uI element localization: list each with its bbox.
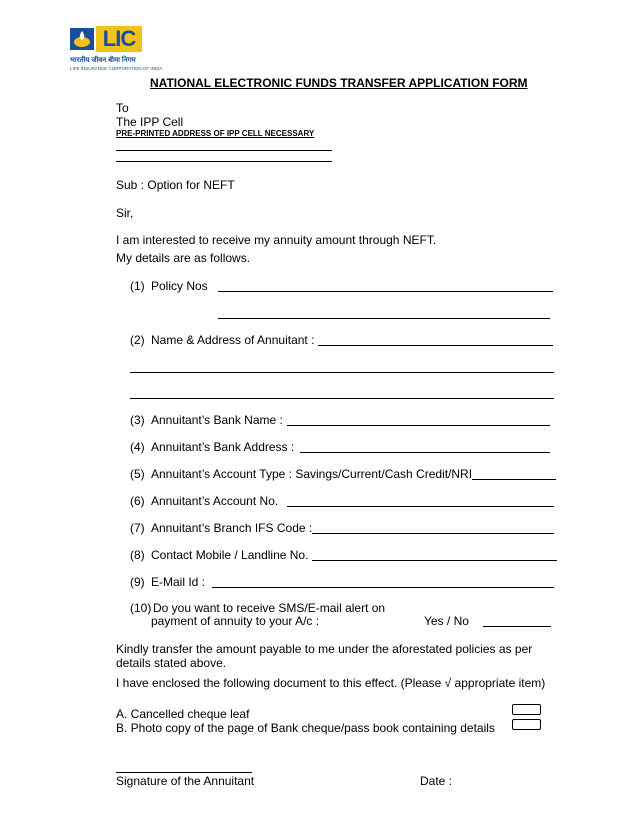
name-address-field-3[interactable] [130,398,554,399]
account-type-field[interactable] [472,479,556,480]
field-number: (5) [130,467,145,481]
signature-label: Signature of the Annuitant [116,774,255,788]
yes-no-options: Yes / No [424,614,469,628]
logo-english-name: LIFE INSURANCE CORPORATION OF INDIA [70,66,163,71]
field-number: (9) [130,575,145,589]
ifs-code-label: Annuitant’s Branch IFS Code : [151,521,313,535]
bank-name-label: Annuitant’s Bank Name : [151,413,283,427]
contact-label: Contact Mobile / Landline No. [151,548,309,562]
policy-nos-field[interactable] [218,291,553,292]
account-no-label: Annuitant’s Account No. [151,494,279,508]
field-number: (10) [130,601,152,615]
bank-name-field[interactable] [287,425,550,426]
field-number: (7) [130,521,145,535]
address-line-1[interactable] [116,150,332,151]
enclosed-line: I have enclosed the following document to this effect. (Please √ appropriate item) [116,676,546,690]
field-number: (2) [130,333,145,347]
email-label: E-Mail Id : [151,575,206,589]
lic-logo [70,26,163,78]
sms-alert-label: Do you want to receive SMS/E-mail alert on [153,601,386,615]
name-address-field-2[interactable] [130,372,554,373]
field-number: (6) [130,494,145,508]
bank-address-field[interactable] [300,452,550,453]
sms-alert-field[interactable] [483,626,551,627]
transfer-line-1: Kindly transfer the amount payable to me under the aforestated policies as per [116,642,533,656]
account-type-label: Annuitant’s Account Type : Savings/Current/Cash Credit/NRI [151,467,473,481]
bank-address-label: Annuitant’s Bank Address : [151,440,295,454]
document-option-a: A. Cancelled cheque leaf [116,707,250,721]
field-number: (3) [130,413,145,427]
address-note: PRE-PRINTED ADDRESS OF IPP CELL NECESSARY [116,129,315,138]
transfer-line-2: details stated above. [116,656,227,670]
name-address-label: Name & Address of Annuitant : [151,333,315,347]
field-number: (1) [130,279,145,293]
document-option-b: B. Photo copy of the page of Bank cheque/pass book containing details [116,721,495,735]
lamp-emblem-icon [70,28,94,50]
name-address-field[interactable] [318,345,553,346]
policy-nos-field-2[interactable] [218,318,550,319]
salutation: Sir, [116,206,134,220]
signature-line[interactable] [116,772,252,773]
intro-line-1: I am interested to receive my annuity amount through NEFT. [116,233,437,247]
logo-wordmark: LIC [96,26,142,52]
recipient-label: The IPP Cell [116,115,184,129]
field-number: (8) [130,548,145,562]
field-number: (4) [130,440,145,454]
to-label: To [116,101,129,115]
contact-field[interactable] [312,560,557,561]
sms-alert-label-2: payment of annuity to your A/c : [151,614,320,628]
account-no-field[interactable] [287,506,554,507]
checkbox-cancelled-cheque[interactable] [512,704,541,715]
date-label: Date : [420,774,453,788]
intro-line-2: My details are as follows. [116,251,251,265]
policy-nos-label: Policy Nos [151,279,208,293]
address-line-2[interactable] [116,161,332,162]
ifs-code-field[interactable] [312,533,554,534]
checkbox-photo-copy[interactable] [512,719,541,730]
email-field[interactable] [212,587,554,588]
logo-hindi-name: भारतीय जीवन बीमा निगम [70,57,136,64]
subject-line: Sub : Option for NEFT [116,178,235,192]
form-title: NATIONAL ELECTRONIC FUNDS TRANSFER APPLICATION FORM [150,76,528,90]
